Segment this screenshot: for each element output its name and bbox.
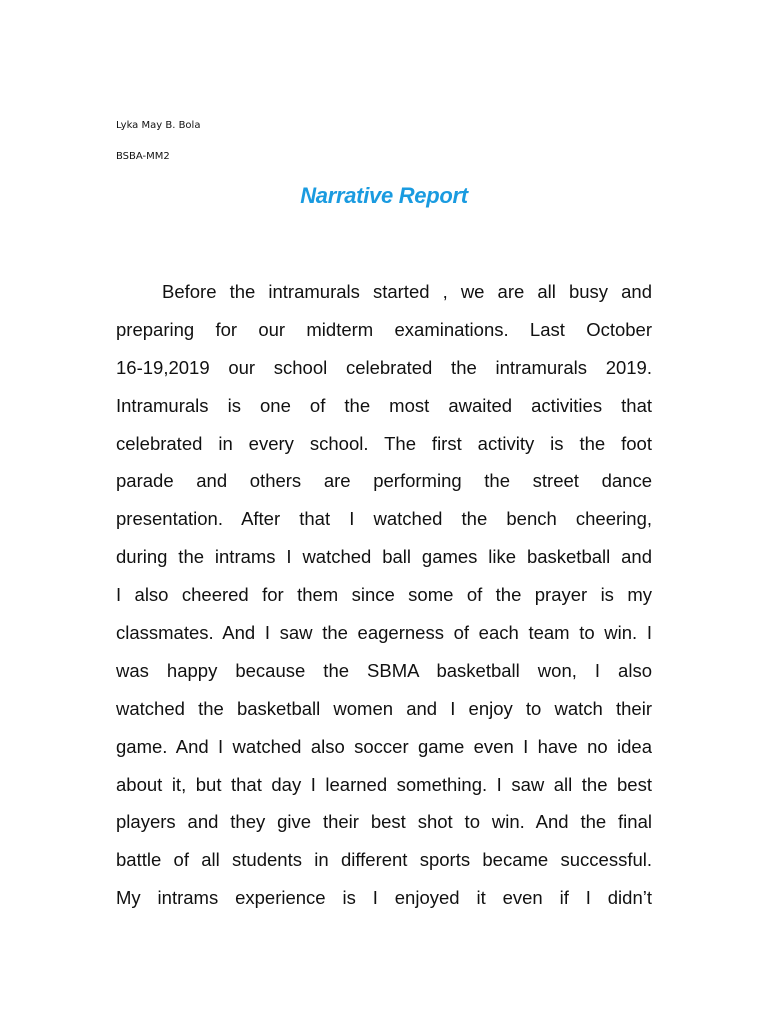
narrative-body bbox=[116, 277, 652, 921]
body-line: I also cheered for them since some of the prayer is my bbox=[116, 584, 652, 606]
body-line: parade and others are performing the street dance bbox=[116, 470, 652, 492]
body-line: game. And I watched also soccer game even I have no idea bbox=[116, 735, 652, 757]
body-line: My intrams experience is I enjoyed it even if I didn’t bbox=[116, 887, 652, 909]
body-line: presentation. After that I watched the bench cheering, bbox=[116, 508, 652, 530]
body-line: preparing for our midterm examinations. Last October bbox=[116, 318, 652, 340]
author-name: Lyka May B. Bola bbox=[116, 120, 201, 131]
body-line: Intramurals is one of the most awaited activities that bbox=[116, 394, 652, 416]
page-title: Narrative Report bbox=[300, 183, 468, 208]
body-line: watched the basketball women and I enjoy to watch their bbox=[116, 697, 652, 719]
body-line: about it, but that day I learned something. I saw all the best bbox=[116, 773, 652, 795]
body-line: players and they give their best shot to win. And the final bbox=[116, 811, 652, 833]
body-line: during the intrams I watched ball games like basketball and bbox=[116, 546, 652, 568]
body-line: celebrated in every school. The first activity is the foot bbox=[116, 432, 652, 454]
body-line: was happy because the SBMA basketball won, I also bbox=[116, 659, 652, 681]
body-line: classmates. And I saw the eagerness of each team to win. I bbox=[116, 622, 652, 644]
body-line: 16-19,2019 our school celebrated the intramurals 2019. bbox=[116, 356, 652, 378]
body-line: Before the intramurals started , we are all busy and bbox=[162, 281, 652, 302]
body-line: battle of all students in different sports became successful. bbox=[116, 849, 652, 871]
course-section: BSBA-MM2 bbox=[116, 151, 170, 162]
